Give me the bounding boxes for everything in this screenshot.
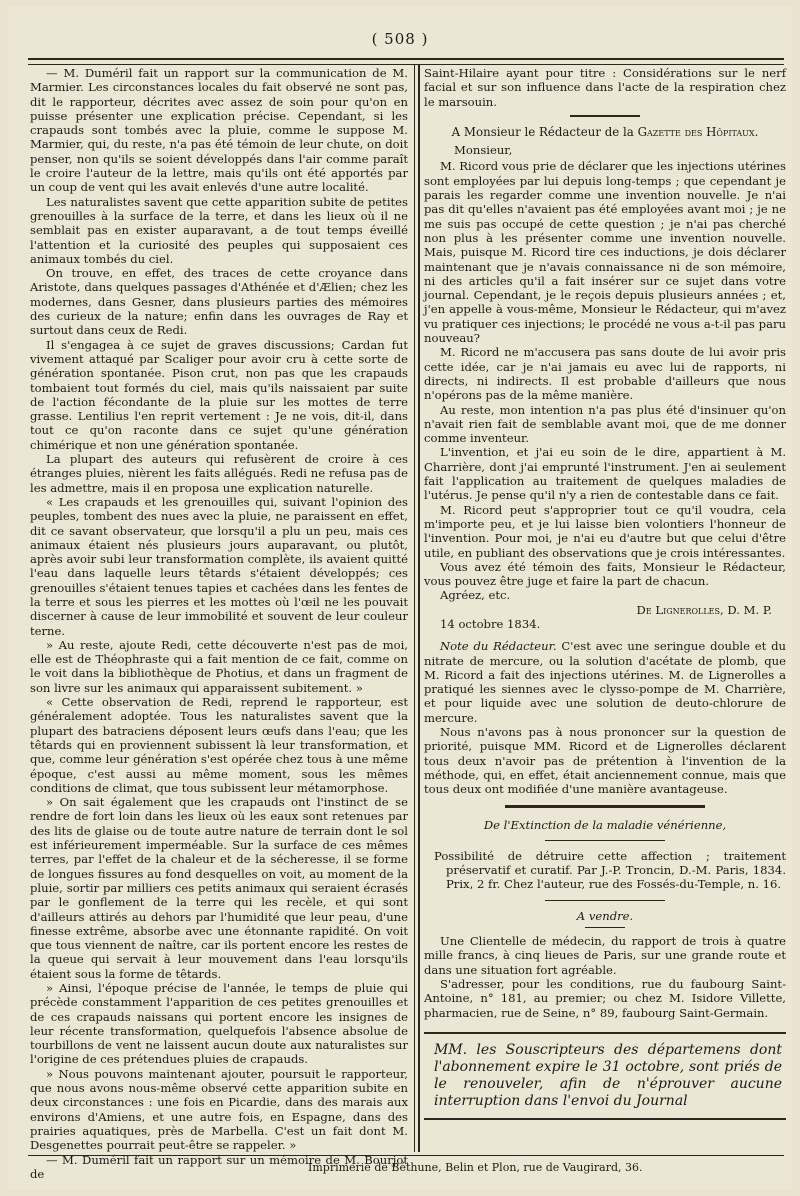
footer-rule (28, 1155, 784, 1156)
paragraph: Vous avez été témoin des faits, Monsieur le Rédacteur, vous pouvez être juge et faire la part de chacun. (424, 559, 786, 589)
paragraph: Saint-Hilaire ayant pour titre : Considérations sur le nerf facial et sur son influence dans l'acte de la respiration chez le marsouin. (424, 66, 786, 109)
editor-note (424, 639, 786, 725)
paragraph: La plupart des auteurs qui refusèrent de croire à ces étranges pluies, nièrent les faits allégués. Redi ne refusa pas de les admettre, mais il en proposa une explication naturelle. (30, 452, 408, 495)
book-heading: De l'Extinction de la maladie vénérienne, (483, 817, 727, 832)
paragraph: — M. Duméril fait un rapport sur un mémoire de M. Bourjot de (30, 1152, 408, 1181)
paragraph: Nous n'avons pas à nous prononcer sur la question de priorité, puisque MM. Ricord et de Lignerolles déclarent tous deux n'avoir pas de prétention à l'invention de la méthode, qui, en effet, était anciennement connue, mais que tous deux ont modifiée d'une manière avantageuse. (424, 725, 786, 797)
letter-title-prefix: A Monsieur le Rédacteur de la (451, 124, 634, 139)
paragraph: Il s'engagea à ce sujet de graves discussions; Cardan fut vivement attaqué par Scaliger pour avoir cru à cette sorte de génération spontanée. Pison crut, non pas que les crapauds tombaient tout formés du ciel, mais qu'ils naissaient par suite de l'action fécondante de la pluie sur les mottes de terre grasse. Lentilius l'en reprit vertement : Je ne vois, dit-il, dans tout ce qu'on raconte dans ce sujet qu'une génération chimérique et non une génération spontanée. (30, 337, 408, 452)
paragraph: S'adresser, pour les conditions, rue du faubourg Saint-Antoine, n° 181, au premier; ou chez M. Isidore Villette, pharmacien, rue de Seine, n° 89, faubourg Saint-Germain. (424, 976, 786, 1020)
paragraph: M. Ricord vous prie de déclarer que les injections utérines sont employées par lui depuis long-temps ; que cependant je parais les regarder comme une invention nouvelle. Je n'ai pas dit qu'elles n'avaient pas été employées avant moi ; je ne me suis pas occupé de cette question ; je n'ai pas cherché non plus à les présenter comme une invention nouvelle. Mais, puisque M. Ricord tire ces inductions, je dois déclarer maintenant que je n'avais connaissance ni de son mémoire, ni des articles qu'il a fait insérer sur ce sujet dans votre journal. Cependant, je le reçois depuis plusieurs années ; et, j'en appelle à vous-même, Monsieur le Rédacteur, qui m'avez vu pratiquer ces injections; le procédé ne vous a-t-il pas paru nouveau? (424, 159, 786, 346)
paragraph: » Ainsi, l'époque précise de l'année, le temps de pluie qui précède constamment l'apparition de ces petites grenouilles et de ces crapauds naissans qui portent encore les insignes de leur récente transformation, quelquefois l'absence absolue de tourbillons de vent ne laissent aucun doute aux naturalistes sur l'origine de ces prétendues pluies de crapauds. (30, 981, 408, 1067)
editor-note-label: Note du Rédacteur. (440, 639, 557, 654)
subscriber-notice: MM. les Souscripteurs des départemens dont l'abonnement expire le 31 octobre, sont priés de le renouveler, afin de n'éprouver aucune interruption dans l'envoi du Journal (424, 1032, 786, 1120)
salutation: Monsieur, (454, 143, 513, 158)
paragraph: — M. Duméril fait un rapport sur la communication de M. Marmier. Les circonstances locales du fait observé ne sont pas, dit le rapporteur, décrites avec assez de soin pour qu'on en puisse présenter une explication précise. Cependant, si les crapauds sont tombés avec la pluie, comme le suppose M. Marmier, qui, du reste, n'a pas été témoin de leur chute, on doit penser, non qu'ils se soient développés dans l'air comme paraît le croire l'auteur de la lettre, mais qu'ils ont été apportés par un coup de vent qui les avait enlevés d'une autre localité. (30, 66, 408, 195)
book-notice: Possibilité de détruire cette affection ; traitement préservatif et curatif. Par J.-P. Troncin, D.-M. Paris, 1834. Prix, 2 fr. Chez l'auteur, rue des Fossés-du-Temple, n. 16. (434, 848, 786, 892)
section-divider (585, 927, 625, 928)
right-column (424, 66, 786, 1120)
section-divider (545, 900, 665, 901)
page-number: ( 508 ) (371, 30, 429, 48)
left-column (30, 66, 408, 1181)
letter-date: 14 octobre 1834. (440, 616, 541, 631)
paragraph: M. Ricord ne m'accusera pas sans doute de lui avoir pris cette idée, car je n'ai jamais eu avec lui de rapports, ni directs, ni indirects. Il est probable d'ailleurs que nous n'opérons pas de la même manière. (424, 345, 786, 403)
newspaper-page (8, 6, 792, 1190)
section-divider (545, 840, 665, 841)
paragraph: « Cette observation de Redi, reprend le rapporteur, est généralement adoptée. Tous les naturalistes savent que la plupart des batraciens déposent leurs œufs dans l'eau; que les têtards qui en proviennent subissent là leur transformation, et que, comme leur génération s'est opérée chez tous à une même époque, c'est aussi au même moment, sous les mêmes conditions de climat, que tous subissent leur métamorphose. (30, 695, 408, 795)
printer-imprint: Imprimerie de Béthune, Belin et Plon, rue de Vaugirard, 36. (308, 1161, 643, 1174)
column-divider (414, 64, 420, 1152)
for-sale-heading: A vendre. (576, 908, 634, 923)
paragraph: Au reste, mon intention n'a pas plus été d'insinuer qu'on n'avait rien fait de semblable avant moi, que de me donner comme inventeur. (424, 402, 786, 446)
paragraph: » Nous pouvons maintenant ajouter, poursuit le rapporteur, que nous avons nous-même observé cette apparition subite en deux circonstances : une fois en Picardie, dans des marais aux environs d'Amiens, et une autre fois, en Espagne, dans des prairies aquatiques, près de Marbella. C'est un fait dont M. Desgenettes pourrait peut-être se rappeler. » (30, 1066, 408, 1153)
paragraph: » On sait également que les crapauds ont l'instinct de se rendre de fort loin dans les lieux où les eaux sont retenues par des lits de glaise ou de toute autre nature de terrain dont le sol est inférieurement imperméable. Sur la surface de ces mêmes terres, par l'effet de la chaleur et de la sécheresse, il se forme de longues fissures au fond desquelles on voit, au moment de la pluie, sortir par milliers ces petits animaux qui seraient écrasés par le gonflement de la terre qui les recèle, et qui sont d'ailleurs attirés au dehors par l'humidité que leur peau, d'une finesse extrême, absorbe avec une étonnante rapidité. On voit que tous viennent de naître, car ils portent encore les restes de la queue qui servait à leur mouvement dans l'eau lorsqu'ils étaient sous la forme de têtards. (30, 795, 408, 981)
section-divider (570, 115, 640, 117)
paragraph: » Au reste, ajoute Redi, cette découverte n'est pas de moi, elle est de Théophraste qui a fait mention de ce fait, comme on le voit dans la bibliothèque de Photius, et dans un fragment de son livre sur les animaux qui apparaissent subitement. » (30, 637, 408, 695)
paragraph: M. Ricord peut s'approprier tout ce qu'il voudra, cela m'importe peu, et je lui laisse bien volontiers l'honneur de l'invention. Pour moi, je n'ai eu d'autre but que celui d'être utile, en publiant des observations que je crois intéressantes. (424, 502, 786, 560)
header-rule (28, 58, 784, 65)
closing: Agréez, etc. (440, 588, 511, 603)
paragraph: « Les crapauds et les grenouilles qui, suivant l'opinion des peuples, tombent des nues avec la pluie, ne paraissent en effet, dit ce savant observateur, que lorsqu'il a plu un peu, mais ces animaux étaient nés plusieurs jours auparavant, ou plutôt, après avoir subi leur transformation complète, ils avaient quitté l'eau dans laquelle leurs têtards s'étaient développés; ces grenouilles s'étaient tenues tapies et cachées dans les fentes de la terre et sous les pierres et les mottes où l'œil ne les pouvait discerner à cause de leur immobilité et souvent de leur couleur terne. (30, 494, 408, 638)
paragraph: On trouve, en effet, des traces de cette croyance dans Aristote, dans quelques passages d'Athénée et d'Ælien; chez les modernes, dans Gesner, dans plusieurs parties des mémoires des curieux de la nature; enfin dans les ouvrages de Ray et surtout dans ceux de Redi. (30, 266, 408, 338)
paragraph: Une Clientelle de médecin, du rapport de trois à quatre mille francs, à cinq lieues de Paris, sur une grande route et dans une situation fort agréable. (424, 934, 786, 977)
paragraph: Les naturalistes savent que cette apparition subite de petites grenouilles à la surface de la terre, et dans les lieux où il ne semblait pas en exister auparavant, a de tout temps éveillé l'attention et la curiosité des peuples qui supposaient ces animaux tombés du ciel. (30, 194, 408, 266)
editor-note-text: C'est avec une seringue double et du nitrate de mercure, ou la solution d'acétate de plomb, que M. Ricord a fait des injections utérines. M. de Lignerolles a pratiqué les siennes avec le clysso-pompe de M. Charrière, et pour liquide avec une solution de deuto-chlorure de mercure. (424, 639, 787, 725)
letter-title (424, 125, 786, 139)
paragraph: L'invention, et j'ai eu soin de le dire, appartient à M. Charrière, dont j'ai emprunté l'instrument. J'en ai seulement fait l'application au traitement de quelques maladies de l'utérus. Je pense qu'il n'y a rien de contestable dans ce fait. (424, 445, 786, 503)
journal-name: Gazette des Hôpitaux. (637, 124, 759, 139)
signature: De Lignerolles, D. M. P. (636, 602, 772, 617)
section-divider (505, 805, 705, 808)
